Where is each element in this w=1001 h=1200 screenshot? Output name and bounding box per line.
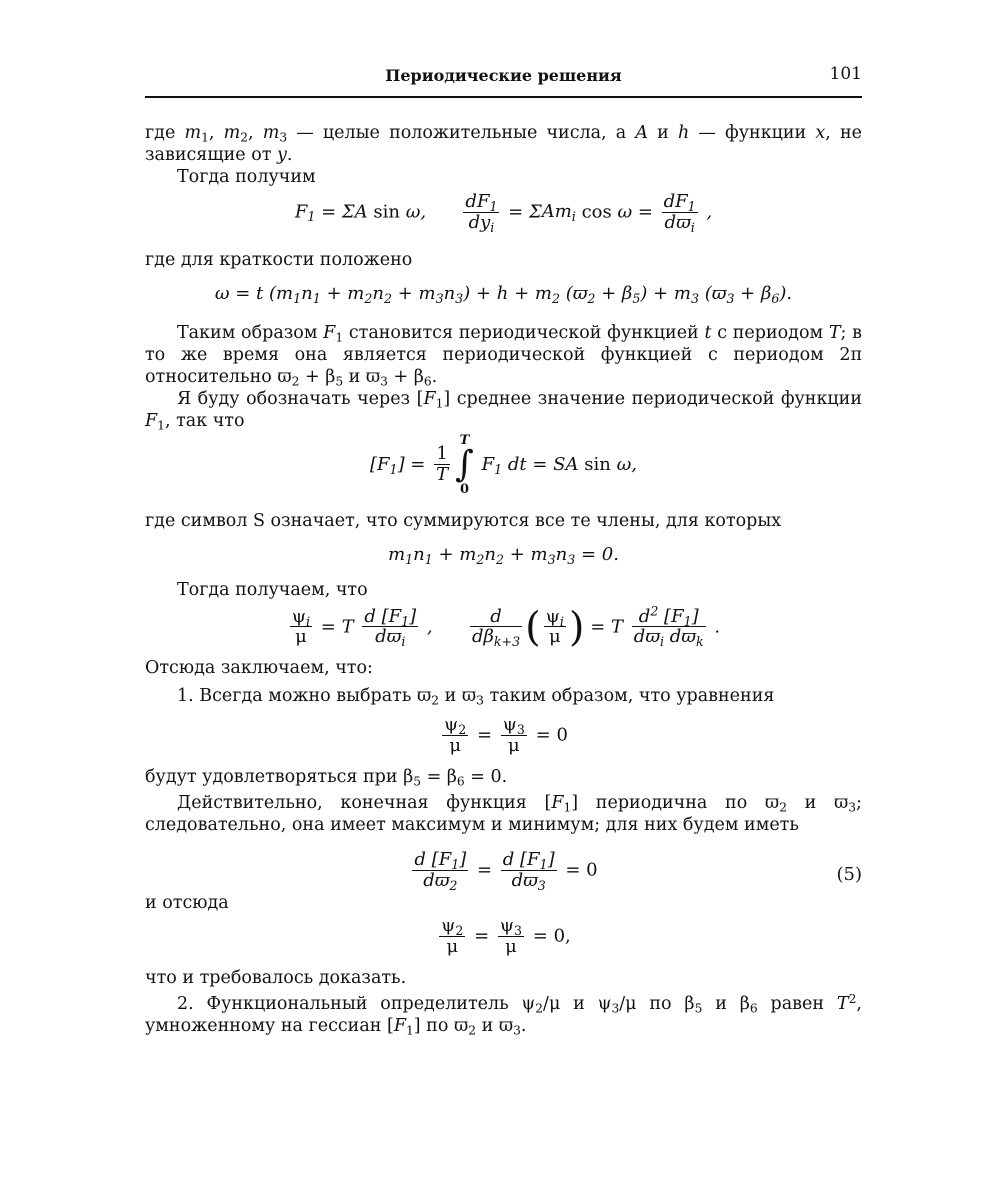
paragraph-4: Таким образом $F_1$ становится периодической функцией t с периодом T; в то же время она является периодической функцией с периодом 2π относительно $ϖ_2 + \beta_5$ и $ϖ_3 + \beta_6$. — [145, 322, 862, 389]
paragraph-10: будут удовлетворяться при $\beta_5 = \beta_6 = 0$. — [145, 766, 508, 789]
equation-2: ω = t $(m_1n_1 + m_2n_2 + m_3n_3) + h + m_2$ $(ϖ_2 + \beta_5) + m_3$ $(ϖ_3 + \beta_6)$. — [214, 282, 793, 306]
paragraph-7: Тогда получаем, что — [177, 579, 368, 600]
equation-4: $m_1n_1 + m_2n_2 + m_3n_3 = 0$. — [388, 543, 619, 567]
equation-6: $\frac{\psi_2}{\mu}$ = $\frac{\psi_3}{\mu}$ = 0 — [444, 714, 568, 756]
equation-1: $F_1 = \Sigma A$ sin ω, $\frac{dF_1}{dy_i}$ = ΣAm$_i$ cos ω = $\frac{dF_1}{dϖ_i}$ , — [294, 191, 713, 235]
paragraph-11: Действительно, конечная функция $[F_1]$ периодична по $ϖ_2$ и $ϖ_3$; следовательно, она имеет максимум и минимум; для них будем иметь — [145, 792, 862, 835]
running-title: Периодические решения — [385, 66, 622, 85]
paragraph-3: где для краткости положено — [145, 249, 413, 270]
book-page — [145, 60, 862, 1037]
equation-7: $\frac{d [F_1]}{dϖ_2}$ = $\frac{d [F_1]}{dϖ_3}$ = 0 (5) — [414, 848, 862, 893]
paragraph-2: Тогда получим — [177, 167, 316, 187]
equation-number: (5) — [836, 863, 862, 885]
page-number: 101 — [829, 64, 862, 84]
paragraph-13: что и требовалось доказать. — [145, 967, 407, 988]
paragraph-14: 2. Функциональный определитель $\psi_2/\mu$ и $\psi_3/\mu$ по $\beta_5$ и $\beta_6$ равен $T^2$, умноженному на гессиан $[F_1]$ по $ϖ_2$ и $ϖ_3$. — [145, 991, 862, 1038]
paragraph-12: и отсюда — [145, 893, 229, 914]
paragraph-8: Отсюда заключаем, что: — [145, 658, 373, 679]
equation-5: $\frac{\psi_i}{\mu}$ = T $\frac{d [F_1]}{dϖ_i}$ , $\frac{d}{d\beta_{k+3}}$ ( $\frac{\psi_i}{\mu}$ ) = T $\frac{d^2 [F_1]}{dϖ_i dϖ_k}$ . — [291, 603, 721, 650]
equation-3: $[F_1]$ = $\frac{1}{T}$ T ∫ 0 $F_1$ dt = SA sin ω, — [370, 432, 637, 497]
paragraph-9: 1. Всегда можно выбрать $ϖ_2$ и $ϖ_3$ таким образом, что уравнения — [177, 686, 775, 708]
paragraph-5: Я буду обозначать через $[F_1]$ среднее значение периодической функции $F_1$, так что — [145, 388, 862, 433]
page-header — [145, 60, 862, 98]
paragraph-6: где символ S означает, что суммируются все те члены, для которых — [145, 510, 782, 531]
equation-8: $\frac{\psi_2}{\mu}$ = $\frac{\psi_3}{\mu}$ = 0, — [441, 915, 571, 958]
paragraph-1: где $m_1$, $m_2$, $m_3$ — целые положительные числа, а A и h — функции x, не зависящие от y. — [145, 123, 862, 165]
